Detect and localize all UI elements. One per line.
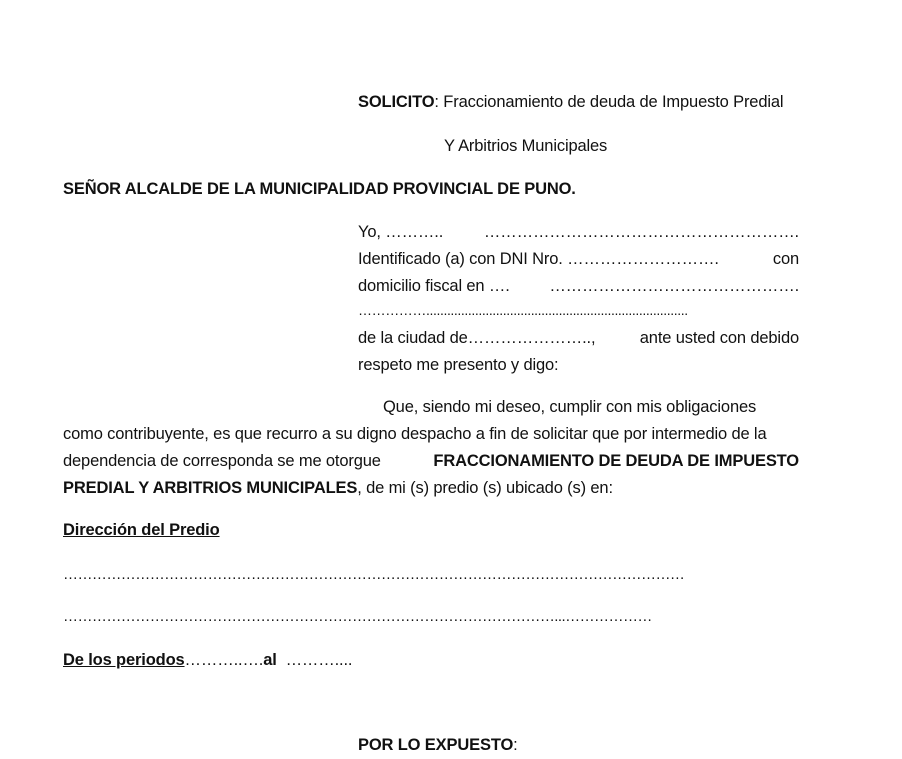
body-line-3-bold: FRACCIONAMIENTO DE DEUDA DE IMPUESTO	[433, 452, 799, 470]
identification-line-2	[358, 250, 799, 269]
ciudad-text: de la ciudad de…………………..,	[358, 329, 596, 347]
dni-text: Identificado (a) con DNI Nro. ……………………….	[358, 250, 719, 268]
body-line-3	[63, 452, 799, 471]
solicito-line	[358, 93, 783, 112]
body-line-4	[63, 479, 613, 498]
identification-line-6: respeto me presento y digo:	[358, 356, 559, 374]
predio-dots-1: …………………………………………………………………………………………………………………	[63, 566, 685, 583]
periodos-to: ………....	[276, 651, 353, 669]
periodos-from: ………..….	[184, 651, 264, 669]
identification-line-5	[358, 329, 799, 348]
body-line-1-text: Que, siendo mi deseo, cumplir con mis obligaciones	[383, 398, 757, 416]
periodos-al: al	[263, 651, 277, 669]
identification-line-3	[358, 277, 799, 296]
body-line-3-text: dependencia de corresponda se me otorgue	[63, 452, 381, 470]
con-text: con	[772, 250, 799, 268]
periodos-line	[63, 651, 352, 670]
yo-text: Yo, ………..	[358, 223, 444, 241]
body-line-4-bold: PREDIAL Y ARBITRIOS MUNICIPALES	[63, 479, 358, 497]
body-line-1	[383, 398, 799, 417]
closing-line	[358, 736, 518, 755]
identification-line-1	[358, 223, 799, 242]
predio-heading: Dirección del Predio	[63, 521, 220, 539]
name-blank: ………………………………………………….	[483, 223, 799, 241]
body-line-2: como contribuyente, es que recurro a su digno despacho a fin de solicitar que por intermedio de la	[63, 425, 767, 443]
ante-usted-text: ante usted con debido	[639, 329, 799, 347]
domicilio-text: domicilio fiscal en ….	[358, 277, 510, 295]
solicito-text: : Fraccionamiento de deuda de Impuesto Predial	[434, 93, 784, 111]
addressee: SEÑOR ALCALDE DE LA MUNICIPALIDAD PROVINCIAL DE PUNO.	[63, 180, 576, 198]
solicito-line-2: Y Arbitrios Municipales	[444, 137, 608, 155]
closing-colon: :	[513, 736, 518, 754]
identification-line-4: ……………...........................................................................	[358, 302, 688, 318]
domicilio-blank: ……………………………………….	[549, 277, 799, 295]
periodos-label: De los periodos	[63, 651, 185, 669]
solicito-label: SOLICITO	[358, 93, 435, 111]
closing-label: POR LO EXPUESTO	[358, 736, 514, 754]
predio-dots-2: …………………………………………………………………………………………...………………	[63, 608, 652, 625]
body-line-4-text: , de mi (s) predio (s) ubicado (s) en:	[357, 479, 613, 497]
